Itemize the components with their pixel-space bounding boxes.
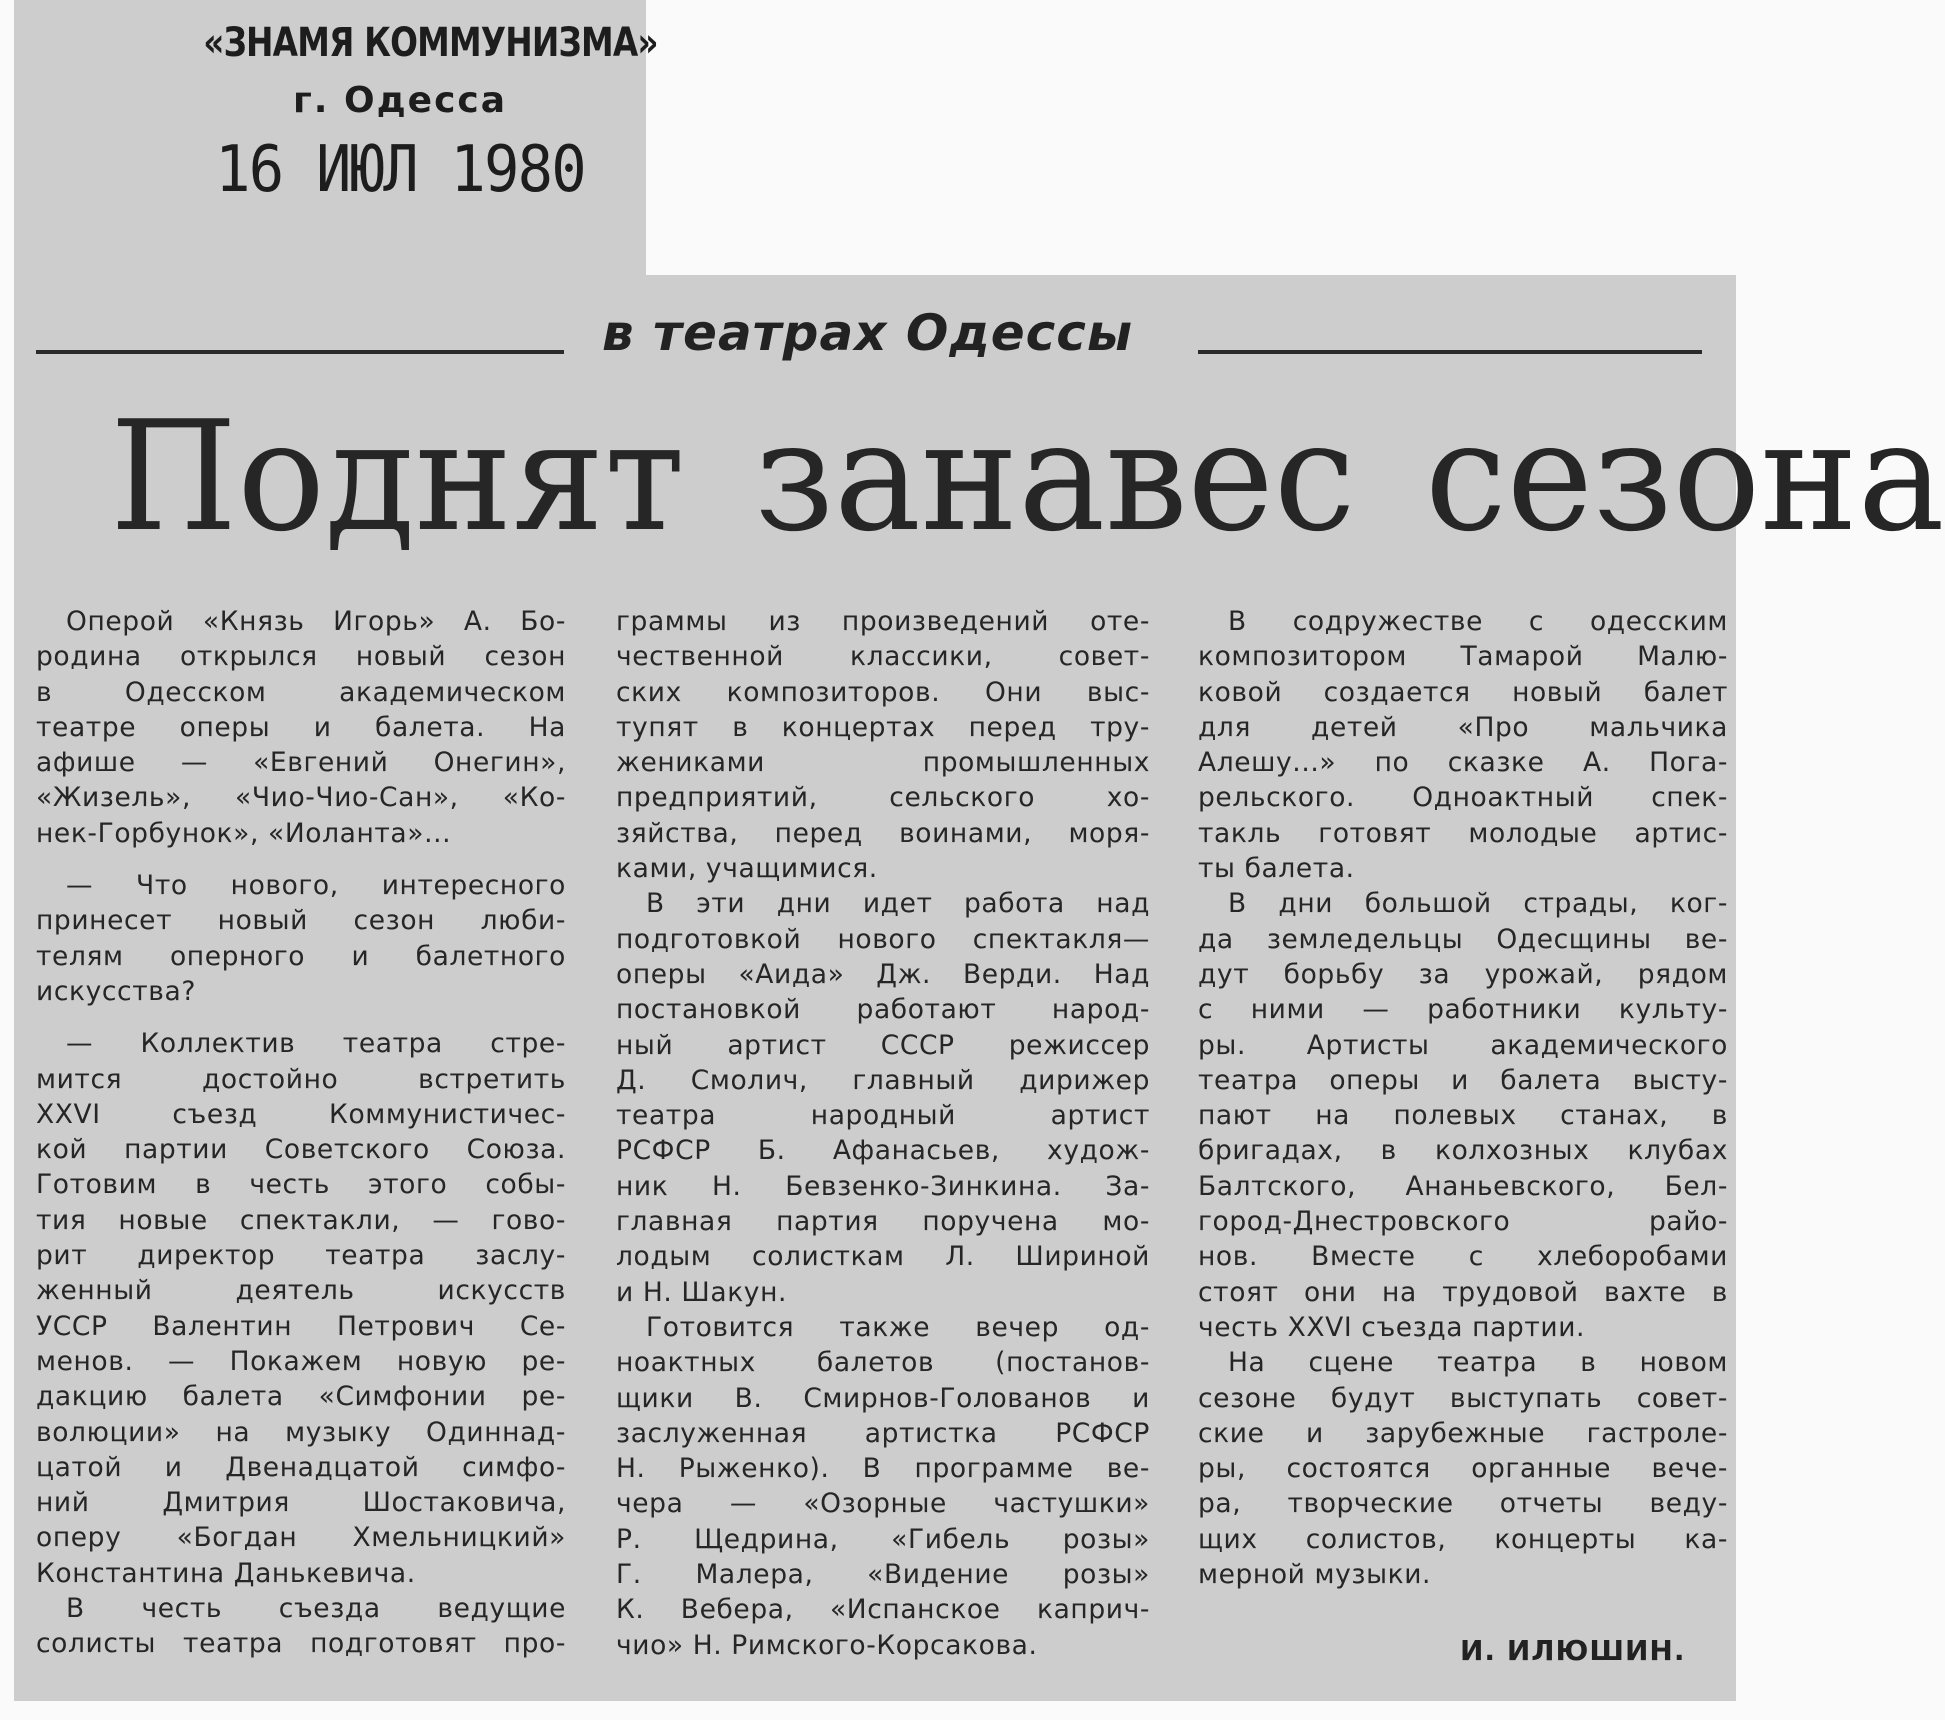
article-text-line: постановкой работают народ-: [616, 994, 1150, 1026]
article-column-1: [36, 604, 566, 1662]
article-text-line: ры, состоятся органные вече-: [1198, 1453, 1728, 1485]
article-text-line: жениками промышленных: [616, 747, 1150, 779]
article-text-line: город-Днестровского райо-: [1198, 1206, 1728, 1238]
article-text-line: В содружестве с одесским: [1228, 606, 1728, 637]
article-text-line: зяйства, перед воинами, моря-: [616, 817, 1150, 849]
rubric-row: [36, 304, 1702, 374]
article-text-line: ты балета.: [1198, 853, 1355, 885]
article-text-line: рит директор театра заслу-: [36, 1240, 566, 1272]
article-text-line: да земледельцы Одесщины ве-: [1198, 923, 1728, 955]
article-text-line: ры. Артисты академического: [1198, 1029, 1728, 1061]
article-text-line: Оперой «Князь Игорь» А. Бо-: [66, 606, 566, 637]
stamp-city: г. Одесса: [292, 80, 508, 121]
article-text-line: щики В. Смирнов-Голованов и: [616, 1382, 1150, 1414]
article-text-line: солисты театра подготовят про-: [36, 1628, 566, 1660]
article-text-line: чио» Н. Римского-Корсакова.: [616, 1629, 1038, 1661]
article-text-line: Константина Данькевича.: [36, 1557, 416, 1589]
article-text-line: ный артист СССР режиссер: [616, 1029, 1150, 1061]
article-text-line: тия новые спектакли, — гово-: [36, 1204, 566, 1236]
article-text-line: искусства?: [36, 975, 196, 1007]
stamp-newspaper-name: «ЗНАМЯ КОММУНИЗМА»: [203, 20, 658, 66]
article-text-line: предприятий, сельского хо-: [616, 782, 1150, 814]
article-text-line: и Н. Шакун.: [616, 1276, 788, 1308]
article-text-line: ний Дмитрия Шостаковича,: [36, 1487, 566, 1519]
article-text-line: дут борьбу за урожай, рядом: [1198, 958, 1728, 990]
article-column-3: [1198, 604, 1728, 1592]
rubric-rule-right: [1198, 350, 1702, 354]
article-text-line: театра оперы и балета высту-: [1198, 1064, 1728, 1096]
article-text-line: ками, учащимися.: [616, 853, 878, 885]
article-text-line: мерной музыки.: [1198, 1559, 1432, 1591]
article-text-line: РСФСР Б. Афанасьев, худож-: [616, 1135, 1150, 1167]
article-text-line: волюции» на музыку Одиннад-: [36, 1416, 566, 1448]
article-text-line: ноактных балетов (постанов-: [616, 1347, 1150, 1379]
article-text-line: рельского. Одноактный спек-: [1198, 782, 1728, 814]
article-text-line: нов. Вместе с хлеборобами: [1198, 1241, 1728, 1273]
article-text-line: Балтского, Ананьевского, Бел-: [1198, 1170, 1728, 1202]
article-text-line: подготовкой нового спектакля—: [616, 923, 1150, 955]
article-text-line: телям оперного и балетного: [36, 940, 566, 972]
article-text-line: ник Н. Бевзенко-Зинкина. За-: [616, 1170, 1150, 1202]
article-text-line: оперы «Аида» Дж. Верди. Над: [616, 958, 1150, 990]
article-text-line: — Что нового, интересного: [66, 870, 566, 902]
article-text-line: Г. Малера, «Видение розы»: [616, 1559, 1150, 1591]
article-text-line: Готовится также вечер од-: [646, 1311, 1150, 1343]
article-text-line: лодым солисткам Л. Шириной: [616, 1241, 1150, 1273]
article-text-line: чера — «Озорные частушки»: [616, 1488, 1150, 1520]
rubric-title: в театрах Одессы: [602, 304, 1134, 362]
article-text-line: оперу «Богдан Хмельницкий»: [36, 1522, 566, 1554]
article-text-line: Р. Щедрина, «Гибель розы»: [616, 1523, 1150, 1555]
article-text-line: такль готовят молодые артис-: [1198, 817, 1728, 849]
article-text-line: ра, творческие отчеты веду-: [1198, 1488, 1728, 1520]
article-text-line: с ними — работники культу-: [1198, 994, 1728, 1026]
article-text-line: для детей «Про мальчика: [1198, 711, 1728, 743]
article-text-line: Н. Рыженко). В программе ве-: [616, 1453, 1150, 1485]
article-text-line: мится достойно встретить: [36, 1063, 566, 1095]
article-text-line: На сцене театра в новом: [1228, 1347, 1728, 1379]
article-text-line: граммы из произведений оте-: [616, 606, 1150, 637]
article-text-line: стоят они на трудовой вахте в: [1198, 1276, 1728, 1308]
article-text-line: «Жизель», «Чио-Чио-Сан», «Ко-: [36, 782, 566, 814]
article-text-line: УССР Валентин Петрович Се-: [36, 1310, 566, 1342]
stamp-date: 16 ИЮЛ 1980: [215, 133, 585, 207]
article-headline: Поднят занавес сезона: [110, 388, 1945, 565]
article-text-line: Готовим в честь этого собы-: [36, 1169, 566, 1201]
article-text-line: театре оперы и балета. На: [36, 711, 566, 743]
article-text-line: честь XXVI съезда партии.: [1198, 1311, 1586, 1343]
article-text-line: заслуженная артистка РСФСР: [616, 1417, 1150, 1449]
article-text-line: чественной классики, совет-: [616, 641, 1150, 673]
article-text-line: цатой и Двенадцатой симфо-: [36, 1451, 566, 1483]
article-text-line: родина открылся новый сезон: [36, 641, 566, 673]
article-text-line: XXVI съезд Коммунистичес-: [36, 1098, 566, 1130]
article-text-line: — Коллектив театра стре-: [66, 1028, 566, 1060]
rubric-rule-left: [36, 350, 564, 354]
article-text-line: В эти дни идет работа над: [646, 888, 1150, 920]
article-text-line: ские и зарубежные гастроле-: [1198, 1417, 1728, 1449]
article-text-line: ковой создается новый балет: [1198, 676, 1728, 708]
article-text-line: в Одесском академическом: [36, 676, 566, 708]
article-text-line: главная партия поручена мо-: [616, 1206, 1150, 1238]
article-text-line: тупят в концертах перед тру-: [616, 711, 1150, 743]
article-text-line: пают на полевых станах, в: [1198, 1100, 1728, 1132]
article-column-2: [616, 604, 1150, 1663]
article-text-line: менов. — Покажем новую ре-: [36, 1345, 566, 1377]
article-text-line: К. Вебера, «Испанское каприч-: [616, 1594, 1150, 1626]
article-text-line: ских композиторов. Они выс-: [616, 676, 1150, 708]
article-text-line: сезоне будут выступать совет-: [1198, 1382, 1728, 1414]
article-text-line: Алешу...» по сказке А. Пога-: [1198, 747, 1728, 779]
article-text-line: принесет новый сезон люби-: [36, 905, 566, 937]
article-text-line: композитором Тамарой Малю-: [1198, 641, 1728, 673]
article-text-line: бригадах, в колхозных клубах: [1198, 1135, 1728, 1167]
article-text-line: В честь съезда ведущие: [66, 1593, 566, 1625]
author-signature: И. ИЛЮШИН.: [1460, 1634, 1686, 1667]
article-text-line: театра народный артист: [616, 1100, 1150, 1132]
source-stamp: [160, 20, 658, 207]
article-text-line: афише — «Евгений Онегин»,: [36, 747, 566, 779]
article-text-line: нек-Горбунок», «Иоланта»...: [36, 817, 452, 849]
article-text-line: В дни большой страды, ког-: [1228, 888, 1728, 920]
article-text-line: дакцию балета «Симфонии ре-: [36, 1381, 566, 1413]
article-text-line: Д. Смолич, главный дирижер: [616, 1064, 1150, 1096]
article-text-line: кой партии Советского Союза.: [36, 1134, 566, 1166]
article-text-line: щих солистов, концерты ка-: [1198, 1523, 1728, 1555]
article-text-line: женный деятель искусств: [36, 1275, 566, 1307]
